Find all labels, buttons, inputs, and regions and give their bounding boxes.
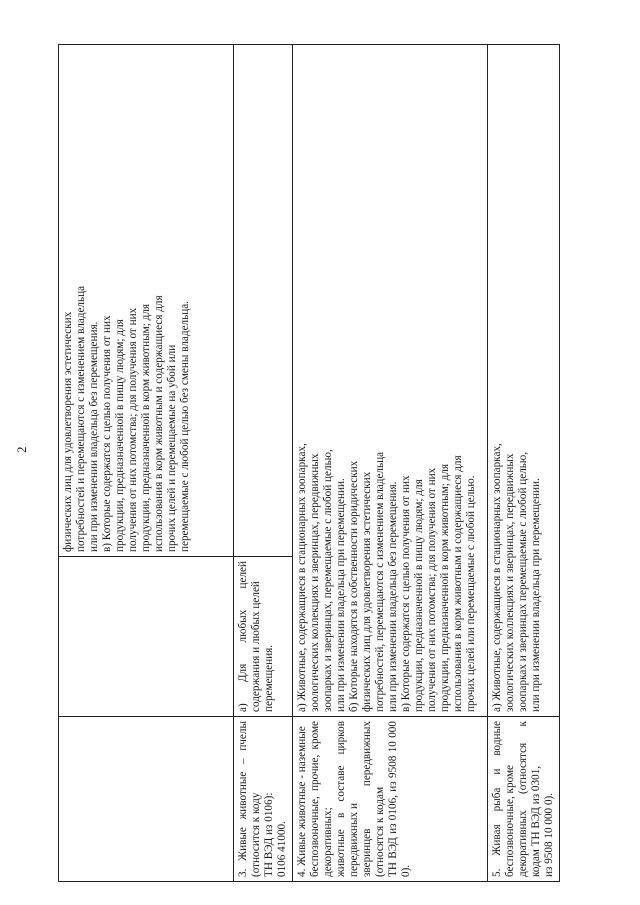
text-line: б) Которые находятся в собственности юридических xyxy=(348,460,360,712)
product-cell xyxy=(293,717,488,882)
rotated-table-wrapper xyxy=(58,45,555,882)
text-line: а) Животные, содержащиеся в стационарных зоопарках, xyxy=(296,443,308,712)
text-line: прочих целей или перемещаемые с любой целью. xyxy=(465,475,477,712)
table-row xyxy=(234,45,293,882)
text-line: продукции, предназначенной в пищу людям; для xyxy=(114,319,126,552)
product-cell xyxy=(488,717,560,882)
product-cell xyxy=(59,717,234,882)
text-line: перемещения. xyxy=(263,644,275,712)
text-line: потребностей и перемещаются с изменением владельца xyxy=(75,285,87,552)
text-line: использования в корм животным и содержащиеся для xyxy=(452,455,464,712)
page-number: 2 xyxy=(14,446,29,453)
text-line: зверинцев передвижных (относятся к кодам xyxy=(361,721,386,877)
purpose-cell xyxy=(59,557,234,717)
text-line: прочих целей и перемещаемые на убой или xyxy=(166,344,178,552)
text-line: потребностей, перемещаются с изменением владельца xyxy=(374,451,386,712)
text-line: животные в составе цирков передвижных и xyxy=(335,721,360,877)
text-line: перемещаемые с любой целью без смены владельца. xyxy=(179,301,191,552)
text-line: использования в корм животным и содержащиеся для xyxy=(153,295,165,552)
text-line: или при изменении владельца без перемещения. xyxy=(88,321,100,552)
table-row xyxy=(293,45,488,882)
text-line: физических лиц для удовлетворения эстетических xyxy=(361,471,373,712)
text-line: из 9508 10 000 0). xyxy=(543,792,555,877)
purpose-cell xyxy=(234,557,293,717)
text-line: 4. Живые животные - наземные xyxy=(296,726,308,877)
text-line: зоопарках и зверинцах, перемещаемые с любой целью, xyxy=(322,449,334,712)
table-row xyxy=(59,45,234,882)
text-line: зоологических коллекциях и зверинцах, передвижных xyxy=(504,453,516,712)
product-cell xyxy=(234,717,293,882)
text-line: или при изменении владельца без перемещения. xyxy=(387,481,399,712)
text-line: или при изменении владельца при перемещении. xyxy=(335,478,347,712)
text-line: 5. Живая рыба и водные беспозвоночные, кроме xyxy=(491,721,516,877)
text-line: 3. Живые животные – пчелы (относится к коду xyxy=(237,721,262,877)
text-line: продукции, предназначенной в корм животным; для xyxy=(140,303,152,552)
purpose-cell xyxy=(293,45,488,717)
regulation-table xyxy=(58,44,560,882)
text-line: получения от них потомства; для получения от них xyxy=(127,307,139,552)
text-line: зоопарках и зверинцах перемещаемые с любой целью, xyxy=(517,451,529,712)
text-line: или при изменении владельца при перемещении. xyxy=(530,478,542,712)
conditions-cell xyxy=(234,45,293,557)
text-line: а) Животные, содержащиеся в стационарных зоопарках, xyxy=(491,443,503,712)
text-line: ТН ВЭД из 0106, из 9508 10 000 0). xyxy=(387,721,412,877)
text-line: ТН ВЭД из 0106): xyxy=(263,792,275,877)
text-line: зоологических коллекциях и зверинцах, передвижных xyxy=(309,453,321,712)
text-line: продукции, предназначенной в пищу людям; для xyxy=(413,479,425,712)
table-row xyxy=(488,45,560,882)
text-line: беспозвоночные, прочие, кроме декоративных; xyxy=(309,721,334,877)
text-line: в) Которые содержатся с целью получения от них xyxy=(101,315,113,552)
conditions-cell xyxy=(59,45,234,557)
text-line: продукции, предназначенной в корм животным; для xyxy=(439,463,451,712)
text-line: физических лиц для удовлетворения эстетических xyxy=(62,311,74,552)
text-line: 0106 41000. xyxy=(276,821,288,877)
text-line: а) Для любых целей содержания и любых целей xyxy=(237,561,262,712)
text-line: получения от них потомства; для получения от них xyxy=(426,467,438,712)
purpose-cell xyxy=(488,45,560,717)
text-line: декоративных (относятся к кодам ТН ВЭД из 0301, xyxy=(517,721,542,877)
text-line: в) Которые содержатся с целью получения от них xyxy=(400,475,412,712)
